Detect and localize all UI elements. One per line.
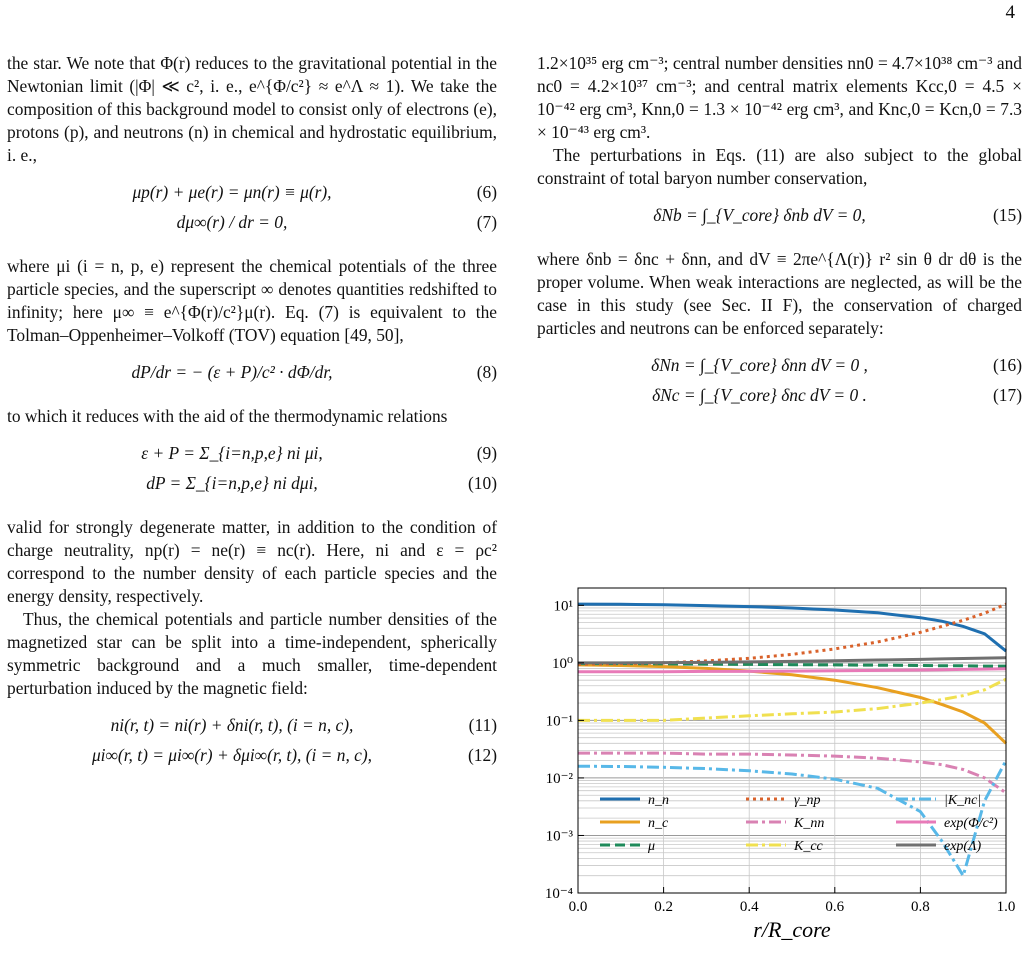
page-number: 4 bbox=[1005, 2, 1015, 23]
equation-11: ni(r, t) = ni(r) + δni(r, t), (i = n, c), (11) bbox=[110, 715, 497, 735]
legend-label: K_cc bbox=[794, 839, 823, 854]
left-paragraph-3: to which it reduces with the aid of the thermodynamic relations bbox=[7, 406, 448, 426]
left-column bbox=[7, 52, 497, 774]
plot-frame bbox=[578, 588, 1006, 893]
y-tick-label: 10⁰ bbox=[551, 655, 573, 672]
x-tick-label: 0.6 bbox=[825, 899, 845, 915]
x-tick-label: 0.2 bbox=[654, 899, 673, 915]
x-tick-label: 1.0 bbox=[996, 899, 1016, 915]
x-tick-label: 0.0 bbox=[568, 899, 588, 915]
equation-17: δNc = ∫_{V_core} δnc dV = 0 . (17) bbox=[652, 385, 1022, 405]
left-paragraph-2: where μi (i = n, p, e) represent the chemical potentials of the three particle species, and the superscript ∞ denotes quantities redshifted to infinity; here μ∞ ≡ e^{Φ(r)/c²}μ(r). Eq. (7) is equivalent to the Tolman–Oppenheimer–Volkoff (TOV) equation [49, 50], bbox=[7, 256, 497, 345]
equation-9: ε + P = Σ_{i=n,p,e} ni μi, (9) bbox=[141, 443, 497, 463]
right-column bbox=[537, 52, 1022, 414]
y-tick-label: 10⁻³ bbox=[545, 828, 573, 845]
legend-label: μ bbox=[648, 839, 656, 854]
right-paragraph-2: The perturbations in Eqs. (11) are also subject to the global constraint of total baryon number conservation, bbox=[537, 145, 1022, 188]
legend-label: |K_nc| bbox=[944, 793, 982, 808]
legend-label: K_nn bbox=[794, 816, 825, 831]
right-paragraph-3: where δnb = δnc + δnn, and dV ≡ 2πe^{Λ(r)} r² sin θ dr dθ is the proper volume. When weak interactions are neglected, as will be the case in this study (see Sec. II F), the conservation of charged particles and neutrons can be enforced separately: bbox=[537, 249, 1022, 338]
y-tick-label: 10¹ bbox=[553, 598, 573, 615]
series-line bbox=[578, 658, 1006, 663]
equation-12: μi∞(r, t) = μi∞(r) + δμi∞(r, t), (i = n, c), (12) bbox=[91, 745, 497, 765]
x-axis-label: r/R_core bbox=[753, 917, 831, 940]
y-tick-label: 10⁻⁴ bbox=[544, 886, 573, 902]
legend-label: n_c bbox=[648, 816, 669, 831]
equation-7: dμ∞(r) / dr = 0, (7) bbox=[176, 212, 497, 232]
y-tick-label: 10⁻¹ bbox=[545, 713, 573, 730]
left-paragraph-5: Thus, the chemical potentials and particle number densities of the magnetized star can be split into a time-independent, spherically symmetric background and a much smaller, time-dependent perturbation induced by the magnetic field: bbox=[7, 609, 497, 698]
equation-15: δNb = ∫_{V_core} δnb dV = 0, (15) bbox=[653, 205, 1022, 225]
equation-10: dP = Σ_{i=n,p,e} ni dμi, (10) bbox=[146, 473, 497, 493]
equation-8: dP/dr = − (ε + P)/c² · dΦ/dr, (8) bbox=[131, 362, 497, 382]
equation-6: μp(r) + μe(r) = μn(r) ≡ μ(r), (6) bbox=[132, 182, 497, 202]
x-tick-label: 0.4 bbox=[739, 899, 759, 915]
legend-label: exp(Λ) bbox=[944, 839, 982, 854]
equation-16: δNn = ∫_{V_core} δnn dV = 0 , (16) bbox=[651, 355, 1022, 375]
legend-label: n_n bbox=[648, 793, 669, 808]
left-paragraph-1: the star. We note that Φ(r) reduces to the gravitational potential in the Newtonian limit (|Φ| ≪ c², i. e., e^{Φ/c²} ≈ e^Λ ≈ 1). We take the composition of this background model to consist only of electrons (e), protons (p), and neutrons (n) in chemical and hydrostatic equilibrium, i. e., bbox=[7, 53, 497, 165]
series-line bbox=[578, 665, 1006, 743]
x-tick-label: 0.8 bbox=[911, 899, 930, 915]
legend-label: γ_np bbox=[794, 793, 821, 808]
right-paragraph-1: 1.2×10³⁵ erg cm⁻³; central number densities nn0 = 4.7×10³⁸ cm⁻³ and nc0 = 4.2×10³⁷ cm⁻³; and central matrix elements Kcc,0 = 4.5 × 10⁻⁴² erg cm³, Knn,0 = 1.3 × 10⁻⁴² erg cm³, and Knc,0 = Kcn,0 = 7.3 × 10⁻⁴³ erg cm³. bbox=[537, 53, 1022, 142]
left-paragraph-4: valid for strongly degenerate matter, in addition to the condition of charge neutrality, np(r) = ne(r) ≡ nc(r). Here, ni and ε = ρc² correspond to the number density of each particle species and the energy density, respectively. bbox=[7, 517, 497, 606]
series-line bbox=[578, 669, 1006, 672]
legend-label: exp(Φ/c²) bbox=[944, 816, 998, 831]
series-line bbox=[578, 604, 1006, 664]
profile-chart bbox=[520, 568, 1025, 940]
y-tick-label: 10⁻² bbox=[545, 770, 573, 787]
